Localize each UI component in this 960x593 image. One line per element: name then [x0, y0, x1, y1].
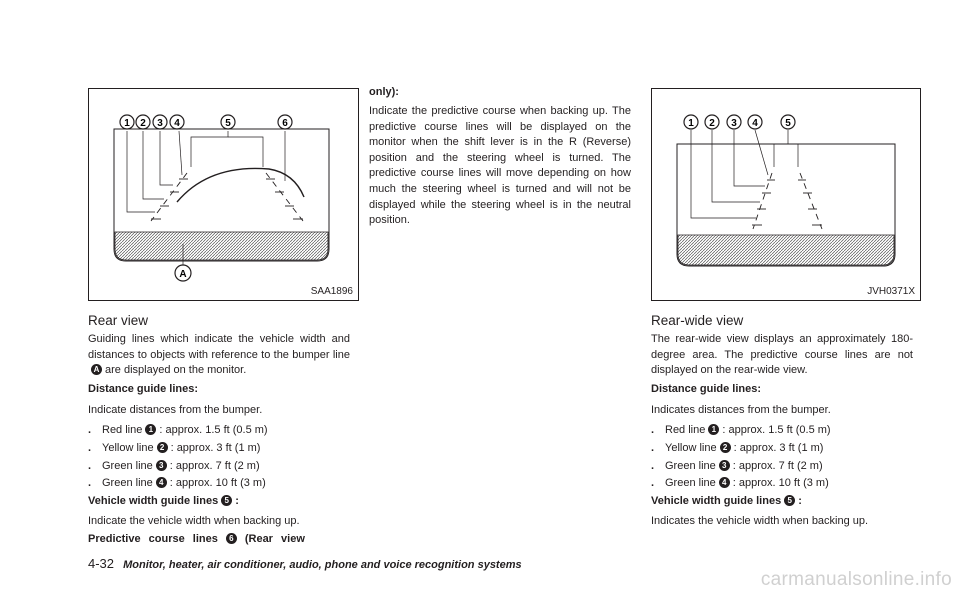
fig-marker-2: 2 [709, 118, 715, 129]
marker-2-icon: 2 [720, 442, 731, 453]
marker-1-icon: 1 [708, 424, 719, 435]
page-footer [88, 556, 522, 571]
distance-text: Indicates distances from the bumper. [651, 404, 831, 416]
list-item: . Yellow line 2 : approx. 3 ft (1 m) [651, 442, 824, 454]
marker-1-icon: 1 [145, 424, 156, 435]
marker-3-icon: 3 [719, 460, 730, 471]
heading-rear-wide-view: Rear-wide view [651, 313, 744, 328]
list-item: . Green line 4 : approx. 10 ft (3 m) [88, 477, 266, 489]
rear-view-diagram [89, 89, 358, 300]
predictive-text: Indicate the predictive course when backing up. The predictive course lines will be displayed on the monitor when the shift lever is in the R (Reverse) position and the steering wheel is turned. The predictive course lines will move depending on how much the steering wheel is turned and will not be displayed while the steering wheel is in the neutral position. [369, 105, 631, 227]
fig-marker-1: 1 [124, 118, 130, 129]
marker-a-icon: A [91, 364, 102, 375]
footer-title: Monitor, heater, air conditioner, audio, phone and voice recognition systems [123, 559, 522, 571]
fig-marker-a: A [179, 269, 187, 280]
marker-5-icon: 5 [784, 495, 795, 506]
marker-2-icon: 2 [157, 442, 168, 453]
rear-wide-view-figure [651, 88, 921, 301]
predictive-continued: only): [369, 86, 399, 98]
list-item: . Green line 3 : approx. 7 ft (2 m) [88, 460, 260, 472]
list-item: . Yellow line 2 : approx. 3 ft (1 m) [88, 442, 261, 454]
rear-view-intro: Guiding lines which indicate the vehicle width and distances to objects with reference to the bumper lineA are displayed on the monitor. [88, 333, 350, 377]
marker-5-icon: 5 [221, 495, 232, 506]
rear-wide-view-diagram [652, 89, 920, 300]
fig-marker-4: 4 [174, 118, 180, 129]
rear-view-figure [88, 88, 359, 301]
fig-marker-3: 3 [157, 118, 163, 129]
list-item: . Red line 1 : approx. 1.5 ft (0.5 m) [88, 424, 268, 436]
width-text: Indicates the vehicle width when backing up. [651, 515, 869, 527]
width-heading: Vehicle width guide lines 5 : [88, 495, 239, 507]
marker-4-icon: 4 [156, 477, 167, 488]
distance-heading: Distance guide lines: [651, 383, 762, 395]
figure-code: SAA1896 [310, 286, 353, 297]
distance-heading: Distance guide lines: [88, 383, 199, 395]
marker-3-icon: 3 [156, 460, 167, 471]
fig-marker-4: 4 [752, 118, 758, 129]
fig-marker-5: 5 [785, 118, 791, 129]
fig-marker-6: 6 [282, 118, 288, 129]
distance-text: Indicate distances from the bumper. [88, 404, 263, 416]
list-item: . Red line 1 : approx. 1.5 ft (0.5 m) [651, 424, 831, 436]
marker-6-icon: 6 [226, 533, 237, 544]
list-item: . Green line 4 : approx. 10 ft (3 m) [651, 477, 829, 489]
marker-4-icon: 4 [719, 477, 730, 488]
page-number: 4-32 [88, 556, 115, 571]
width-heading: Vehicle width guide lines 5 : [651, 495, 802, 507]
predictive-heading: Predictive course lines 6 (Rear view [88, 533, 305, 545]
figure-code: JVH0371X [867, 286, 915, 297]
width-text: Indicate the vehicle width when backing up. [88, 515, 300, 527]
fig-marker-1: 1 [688, 118, 694, 129]
heading-rear-view: Rear view [88, 313, 149, 328]
fig-marker-3: 3 [731, 118, 737, 129]
fig-marker-2: 2 [140, 118, 146, 129]
rear-wide-intro: The rear-wide view displays an approximately 180-degree area. The predictive course lines are not displayed on the rear-wide view. [651, 333, 913, 377]
watermark: carmanualsonline.info [760, 569, 952, 590]
fig-marker-5: 5 [225, 118, 231, 129]
list-item: . Green line 3 : approx. 7 ft (2 m) [651, 460, 823, 472]
